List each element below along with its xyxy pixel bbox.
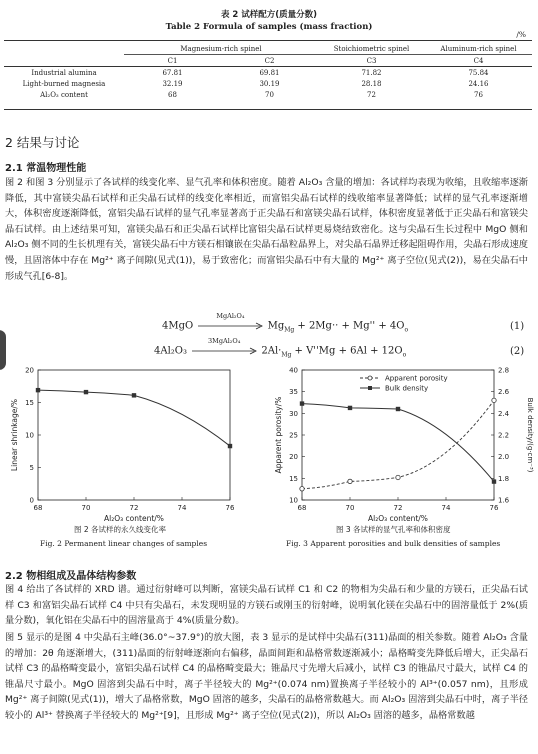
data-point bbox=[36, 388, 40, 392]
table-number-cn: 表 2 试样配方(质量分数) bbox=[220, 10, 318, 20]
data-point bbox=[228, 444, 232, 448]
table-cell: 75.84 bbox=[468, 68, 489, 77]
table-cell: 70 bbox=[265, 90, 274, 99]
legend-porosity-label: Apparent porosity bbox=[385, 374, 448, 383]
row-label: Industrial alumina bbox=[31, 68, 97, 77]
eq2-rest: + V''Mg + 6Al + 12O bbox=[291, 345, 403, 357]
density-line bbox=[302, 404, 494, 482]
y2-tick-label: 2.4 bbox=[498, 409, 510, 418]
y-tick-label: 20 bbox=[289, 453, 298, 462]
density-point bbox=[396, 407, 400, 411]
eq1-arrow-label: MgAl₂O₄ bbox=[216, 312, 245, 320]
table-cell: 28.18 bbox=[361, 79, 382, 88]
y-tick-label: 40 bbox=[289, 366, 298, 375]
equation-1 bbox=[162, 312, 409, 334]
data-point bbox=[84, 390, 88, 394]
eq2-rhs-sub: Mg bbox=[281, 351, 292, 359]
x-tick-label: 76 bbox=[489, 504, 499, 512]
density-point bbox=[492, 479, 496, 483]
y2-tick-label: 1.8 bbox=[498, 474, 510, 483]
eq2-o-sub: o bbox=[402, 351, 407, 359]
table-top-rule bbox=[4, 40, 532, 41]
plot-frame bbox=[38, 370, 230, 500]
table-unit: /% bbox=[516, 30, 526, 39]
viewer-side-tab[interactable] bbox=[0, 330, 6, 370]
table-cell: 72 bbox=[367, 90, 376, 99]
table-row bbox=[4, 89, 532, 100]
table-cell: 67.81 bbox=[162, 68, 183, 77]
y-tick-label: 10 bbox=[289, 496, 298, 505]
arrow-icon bbox=[196, 320, 264, 332]
table-cell: 76 bbox=[474, 90, 483, 99]
y-tick-label: 5 bbox=[29, 464, 34, 472]
table-cell: 32.19 bbox=[162, 79, 183, 88]
eq1-arrow bbox=[196, 312, 264, 332]
fig2-caption-cn: 图 2 各试样的永久线变化率 bbox=[74, 525, 167, 534]
table-row bbox=[4, 78, 532, 89]
group-header: Aluminum-rich spinel bbox=[425, 43, 532, 55]
eq1-o-sub: o bbox=[404, 326, 409, 334]
subsection-heading: 2.1 常温物理性能 bbox=[5, 163, 87, 174]
table-empty-cell bbox=[4, 43, 124, 55]
arrow-icon bbox=[190, 345, 258, 357]
paragraph-3: 图 5 显示的是图 4 中尖晶石主峰(36.0°~37.9°)的放大图，表 3 显示的是试样中尖晶石(311)晶面的相关参数。随着 Al₂O₃ 含量的增加：2θ 角逐渐增大，(311)晶面的衍射峰逐渐向右偏移，晶面间距和晶格常数逐渐减小；晶格畸变先降低后增大，正尖晶石试样 C3 的晶格畸变最小，富铝尖晶石试样 C4 的晶格畸变最大；锥晶尺寸先增大后减小，试样 C3 的锥晶尺寸最大，试样 C4 的锥晶尺寸最小。MgO 固溶到尖晶石中时，离子半径较大的 Mg²⁺(0.074 nm)置换离子半径较小的 Al³⁺(0.057 nm)，且形成 Mg²⁺ 离子间隙(见式(1))，增大了晶格常数，MgO 固溶的越多，尖晶石的晶格常数越大。而 Al₂O₃ 固溶到尖晶石中时，离子半径较小的 Al³⁺ 替换离子半径较大的 Mg²⁺[9]，且形成 Mg²⁺ 离子空位(见式(2))，所以 Al₂O₃ 固溶的越多，晶格常数越 bbox=[5, 632, 528, 721]
y2-axis-label: Bulk density/(g·cm⁻³) bbox=[526, 397, 534, 473]
y-tick-label: 30 bbox=[289, 409, 298, 418]
x-tick-label: 68 bbox=[297, 504, 307, 512]
density-point bbox=[300, 401, 304, 405]
x-axis-label: Al₂O₃ content/% bbox=[368, 514, 428, 522]
fig3-caption-cn: 图 3 各试样的显气孔率和体积密度 bbox=[336, 525, 451, 534]
table-title: Table 2 Formula of samples (mass fraction) bbox=[165, 22, 373, 32]
fig3-caption-en: Fig. 3 Apparent porosities and bulk densities of samples bbox=[286, 539, 501, 548]
density-point bbox=[348, 406, 352, 410]
eq2-arrow bbox=[190, 337, 258, 357]
equation-2 bbox=[154, 337, 407, 359]
eq1-lhs: 4MgO bbox=[162, 320, 194, 332]
legend-porosity-marker bbox=[368, 376, 372, 380]
table-row bbox=[4, 67, 532, 79]
table-sample-row bbox=[4, 55, 532, 67]
table-group-row bbox=[4, 43, 532, 55]
table-cell: 30.19 bbox=[259, 79, 280, 88]
porosity-point bbox=[396, 475, 400, 479]
y-axis-label: Linear shrinkage/% bbox=[10, 398, 19, 472]
eq2-lhs: 4Al₂O₃ bbox=[154, 345, 187, 357]
group-header: Magnesium-rich spinel bbox=[124, 43, 318, 55]
fig2-chart bbox=[0, 362, 270, 522]
sample-header: C1 bbox=[167, 56, 178, 65]
y-tick-label: 25 bbox=[289, 431, 298, 440]
series-line bbox=[38, 390, 230, 446]
formula-table bbox=[4, 43, 532, 100]
sample-header: C4 bbox=[473, 56, 484, 65]
y2-tick-label: 2.6 bbox=[498, 388, 510, 397]
row-label: Light-burned magnesia bbox=[22, 79, 106, 88]
porosity-point bbox=[492, 398, 496, 402]
paragraph-2: 图 4 给出了各试样的 XRD 谱。通过衍射峰可以判断，富镁尖晶石试样 C1 和 C2 的物相为尖晶石和少量的方镁石，正尖晶石试样 C3 和富铝尖晶石试样 C4 中只有尖晶石，未发现明显的方镁石或刚玉的衍射峰，说明氧化镁在尖晶石中的固溶量低于 2%(质量分数)，氧化铝在尖晶石中的固溶量高于 4%(质量分数)。 bbox=[5, 584, 528, 627]
table-bottom-rule bbox=[4, 109, 532, 110]
legend-density-marker bbox=[368, 386, 372, 390]
data-point bbox=[132, 393, 136, 397]
x-tick-label: 74 bbox=[441, 504, 451, 512]
x-tick-label: 76 bbox=[225, 504, 235, 512]
equation-1-number: (1) bbox=[510, 321, 525, 332]
porosity-point bbox=[348, 479, 352, 483]
table-cell: 71.82 bbox=[361, 68, 382, 77]
fig3-chart bbox=[268, 362, 538, 522]
table-cell: 68 bbox=[168, 90, 177, 99]
equation-2-number: (2) bbox=[510, 346, 525, 357]
table-cell: 24.16 bbox=[468, 79, 489, 88]
eq1-rest: + 2Mg·· + Mg'' + 4O bbox=[294, 320, 405, 332]
y2-tick-label: 2.8 bbox=[498, 366, 510, 375]
y2-tick-label: 2.0 bbox=[498, 453, 510, 462]
section-heading: 2 结果与讨论 bbox=[5, 135, 80, 150]
eq1-rhs-sub: Mg bbox=[284, 326, 295, 334]
y-axis-label: Apparent porosity/% bbox=[274, 396, 283, 474]
x-tick-label: 68 bbox=[33, 504, 43, 512]
porosity-point bbox=[300, 487, 304, 491]
x-tick-label: 70 bbox=[81, 504, 91, 512]
y2-tick-label: 2.2 bbox=[498, 431, 510, 440]
y-tick-label: 15 bbox=[25, 399, 34, 407]
y-tick-label: 35 bbox=[289, 388, 298, 397]
y-tick-label: 15 bbox=[289, 474, 298, 483]
legend-density-label: Bulk density bbox=[385, 384, 429, 393]
paragraph-1: 图 2 和图 3 分别显示了各试样的线变化率、显气孔率和体积密度。随着 Al₂O₃ 含量的增加：各试样均表现为收缩，且收缩率逐渐降低，其中富镁尖晶石试样和正尖晶石试样的线变化率相近，而富铝尖晶石试样的线收缩率显著降低；试样的显气孔率逐渐增大，体积密度逐渐降低，富铝尖晶石试样的显气孔率显著高于正尖晶石和富镁尖晶石试样，体积密度显著低于正尖晶石和富镁尖晶石试样。由上述结果可知，富镁尖晶石和正尖晶石试样比富铝尖晶石试样更易烧结致密化。这与尖晶石生长过程中 MgO 侧和 Al₂O₃ 侧不同的生长机理有关，富镁尖晶石中方镁石相镶嵌在尖晶石晶粒晶界上，对尖晶石晶界迁移起阻碍作用，尖晶石形成速度慢，且固溶体中存在 Mg²⁺ 离子间隙(见式(1))，易于致密化；而富铝尖晶石中有大量的 Mg²⁺ 离子空位(见式(2))，易在尖晶石中形成气孔[6-8]。 bbox=[5, 177, 528, 282]
fig2-caption-en: Fig. 2 Permanent linear changes of samples bbox=[40, 539, 208, 548]
table-empty-cell bbox=[4, 55, 124, 67]
row-label: Al₂O₃ content bbox=[40, 90, 88, 99]
x-axis-label: Al₂O₃ content/% bbox=[104, 514, 164, 522]
subsection-heading: 2.2 物相组成及晶体结构参数 bbox=[5, 571, 137, 582]
table-cell: 69.81 bbox=[259, 68, 280, 77]
x-tick-label: 74 bbox=[177, 504, 187, 512]
x-tick-label: 72 bbox=[129, 504, 139, 512]
eq2-rhs: 2Al· bbox=[261, 345, 282, 357]
y-tick-label: 0 bbox=[29, 496, 34, 505]
eq1-rhs: Mg bbox=[267, 320, 285, 332]
sample-header: C2 bbox=[264, 56, 275, 65]
y2-tick-label: 1.6 bbox=[498, 496, 510, 505]
y-tick-label: 20 bbox=[25, 366, 34, 375]
eq2-arrow-label: 3MgAl₂O₄ bbox=[208, 337, 241, 345]
group-header: Stoichiometric spinel bbox=[318, 43, 425, 55]
y-tick-label: 10 bbox=[25, 431, 34, 440]
x-tick-label: 70 bbox=[345, 504, 355, 512]
sample-header: C3 bbox=[366, 56, 377, 65]
x-tick-label: 72 bbox=[393, 504, 403, 512]
